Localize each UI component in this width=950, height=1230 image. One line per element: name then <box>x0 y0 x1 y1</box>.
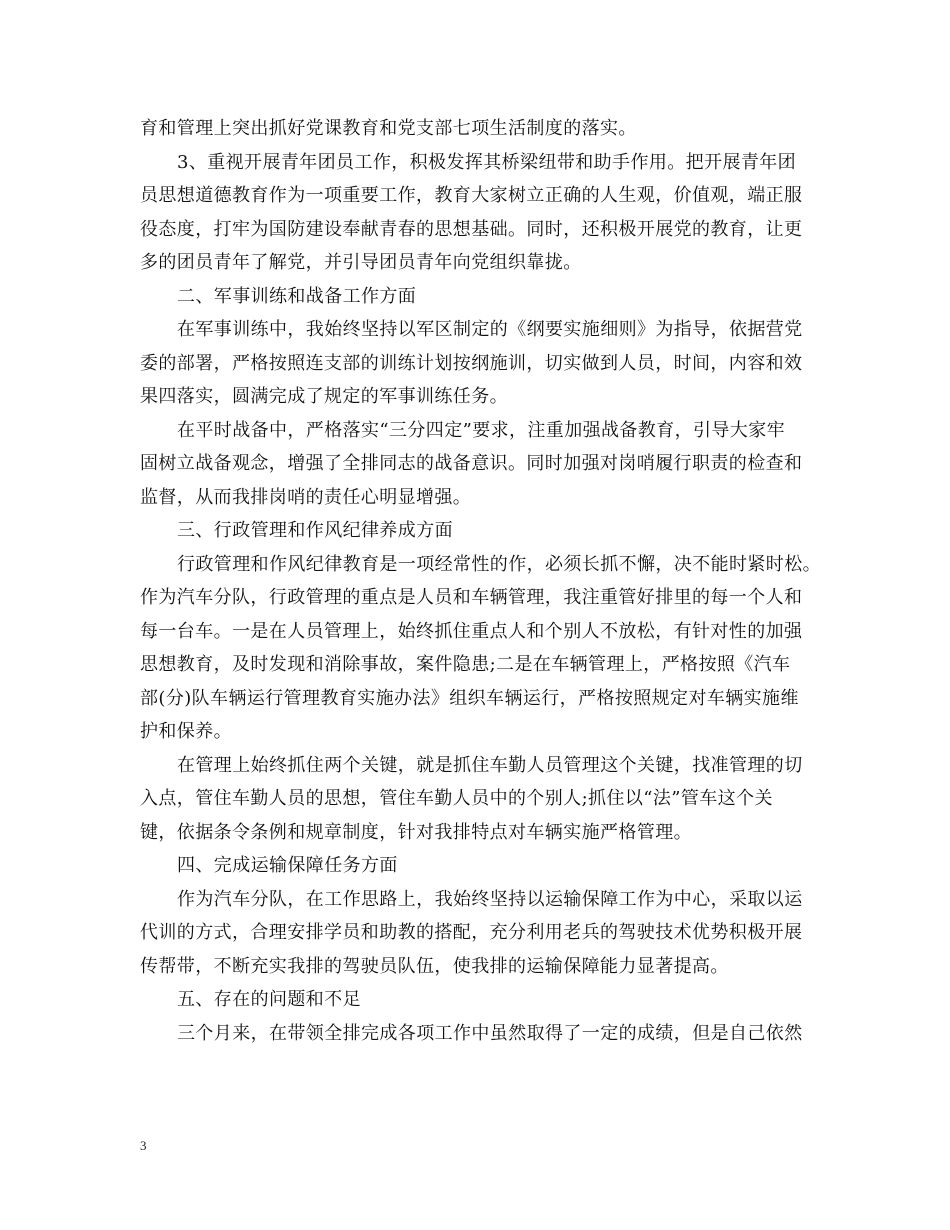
text-line: 育和管理上突出抓好党课教育和党支部七项生活制度的落实。 <box>140 118 637 139</box>
text-line: 代训的方式，合理安排学员和助教的搭配，充分利用老兵的驾驶技术优势积极开展 <box>140 922 803 943</box>
text-line: 护和保养。 <box>140 721 232 742</box>
document-body <box>140 112 821 1050</box>
text-line: 果四落实，圆满完成了规定的军事训练任务。 <box>140 386 508 407</box>
text-line: 固树立战备观念，增强了全排同志的战备意识。同时加强对岗哨履行职责的检查和 <box>140 453 803 474</box>
text-line: 部(分)队车辆运行管理教育实施办法》组织车辆运行，严格按照规定对车辆实施维 <box>140 687 799 709</box>
text-line: 五、存在的问题和不足 <box>177 989 361 1010</box>
text-line: 在管理上始终抓住两个关键，就是抓住车勤人员管理这个关键，找准管理的切 <box>177 754 803 776</box>
text-line: 三个月来，在带领全排完成各项工作中虽然取得了一定的成绩，但是自己依然 <box>177 1022 803 1044</box>
text-line: 监督，从而我排岗哨的责任心明显增强。 <box>140 486 472 508</box>
text-line: 在军事训练中，我始终坚持以军区制定的《纲要实施细则》为指导，依据营党 <box>177 319 803 340</box>
text-line: 多的团员青年了解党，并引导团员青年向党组织靠拢。 <box>140 252 582 273</box>
page-number: 3 <box>140 1138 147 1153</box>
text-line: 役态度，打牢为国防建设奉献青春的思想基础。同时，还积极开展党的教育，让更 <box>140 218 803 240</box>
text-line: 3、重视开展青年团员工作，积极发挥其桥梁纽带和助手作用。把开展青年团 <box>177 151 797 173</box>
text-line: 入点，管住车勤人员的思想，管住车勤人员中的个别人;抓住以“法”管车这个关 <box>140 788 773 809</box>
text-line: 作为汽车分队，行政管理的重点是人员和车辆管理，我注重管好排里的每一个人和 <box>140 587 803 608</box>
text-line: 在平时战备中，严格落实“三分四定”要求，注重加强战备教育，引导大家牢 <box>177 419 786 441</box>
text-line: 每一台车。一是在人员管理上，始终抓住重点人和个别人不放松，有针对性的加强 <box>140 620 803 642</box>
text-line: 思想教育，及时发现和消除事故，案件隐患;二是在车辆管理上，严格按照《汽车 <box>140 654 791 675</box>
text-line: 二、军事训练和战备工作方面 <box>177 285 417 307</box>
text-line: 键，依据条令条例和规章制度，针对我排特点对车辆实施严格管理。 <box>140 821 692 843</box>
text-line: 四、完成运输保障任务方面 <box>177 855 398 876</box>
text-line: 委的部署，严格按照连支部的训练计划按纲施训，切实做到人员，时间，内容和效 <box>140 352 803 374</box>
text-line: 员思想道德教育作为一项重要工作，教育大家树立正确的人生观，价值观，端正服 <box>140 185 803 206</box>
text-line: 传帮带，不断充实我排的驾驶员队伍，使我排的运输保障能力显著提高。 <box>140 955 729 977</box>
text-line: 作为汽车分队，在工作思路上，我始终坚持以运输保障工作为中心，采取以运 <box>177 888 803 910</box>
text-line: 行政管理和作风纪律教育是一项经常性的作，必须长抓不懈，决不能时紧时松。 <box>177 553 821 575</box>
text-line: 三、行政管理和作风纪律养成方面 <box>177 520 453 541</box>
